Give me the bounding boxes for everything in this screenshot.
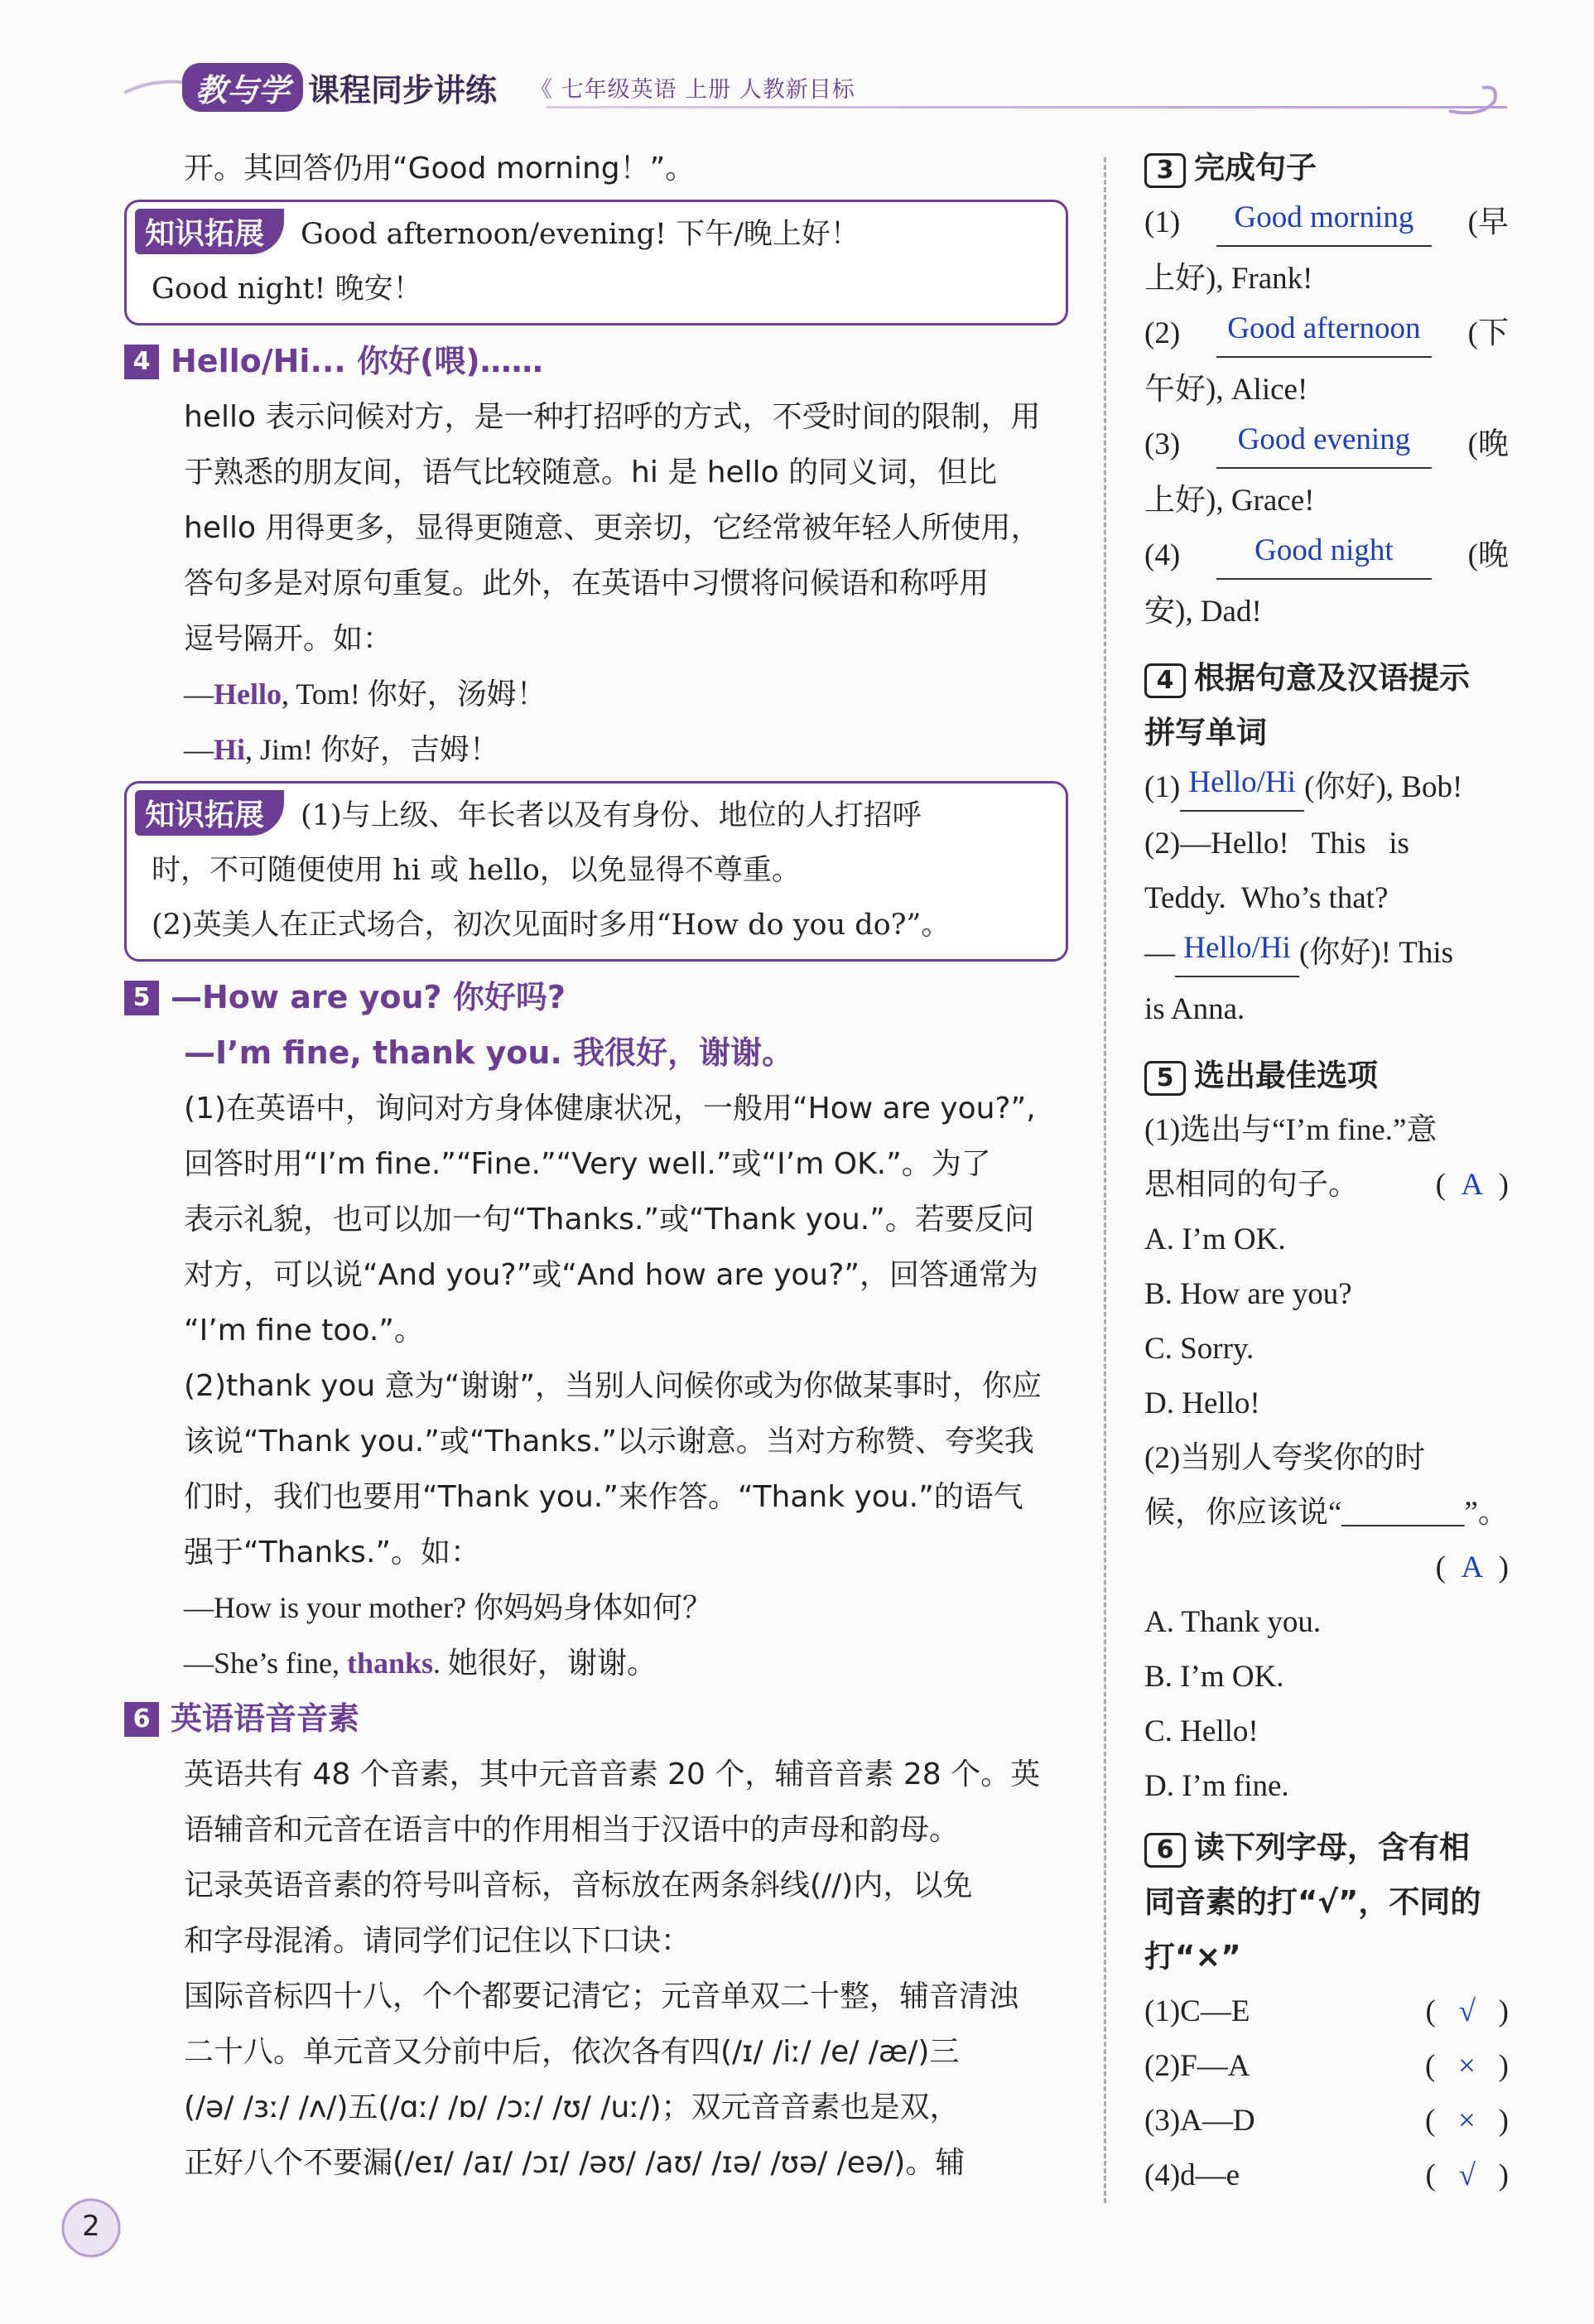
exercise-6-heading <box>1144 1820 1509 1875</box>
example-rest: , Jim! 你好，吉姆！ <box>245 733 500 766</box>
answer-paren: ( × ) <box>1424 2049 1509 2083</box>
exercise-3-heading <box>1144 141 1509 195</box>
paragraph-line: 记录英语音素的符号叫音标，音标放在两条斜线(//)内，以免 <box>184 1868 973 1902</box>
answer-blank: Good night <box>1216 523 1432 580</box>
exercise-title-cont: 同音素的打“√”，不同的 <box>1144 1884 1481 1920</box>
option: C. Sorry. <box>1144 1332 1254 1366</box>
box1-line1: Good afternoon/evening! 下午/晚上好！ <box>301 218 860 251</box>
item-label: (4) <box>1144 538 1181 572</box>
q6-item <box>1144 2148 1509 2203</box>
option: A. I’m OK. <box>1144 1222 1286 1256</box>
q5-stem-2-line-2: 候，你应该说“________”。 <box>1144 1496 1509 1530</box>
option: B. I’m OK. <box>1144 1660 1284 1694</box>
exercise-title: 完成句子 <box>1194 150 1317 186</box>
box2-line3: (2)英美人在正式场合，初次见面时多用“How do you do?”。 <box>152 909 951 942</box>
answer-mark: √ <box>1458 1994 1476 2028</box>
answer-mark: × <box>1458 2049 1476 2083</box>
item-label: (1) <box>1144 770 1181 804</box>
section-6-body <box>124 1747 1068 2191</box>
item-hint: (晚 <box>1467 427 1509 461</box>
item-label: (1) <box>1144 205 1181 239</box>
q4-line-3: Teddy. Who’s that? <box>1144 881 1389 915</box>
answer-blank: Good evening <box>1216 412 1432 469</box>
answer-blank: Good afternoon <box>1216 301 1432 358</box>
page-header <box>124 60 1499 109</box>
section-title: 英语语音音素 <box>171 1700 360 1737</box>
section-5-body <box>124 1081 1068 1580</box>
paragraph-line: 国际音标四十八，个个都要记清它；元音单双二十整，辅音清浊 <box>184 1979 1019 2013</box>
item-hint: (晚 <box>1467 538 1509 572</box>
answer-mark: √ <box>1458 2158 1476 2192</box>
section-4-body <box>124 389 1068 667</box>
paragraph-line: 语辅音和元音在语言中的作用相当于汉语中的声母和韵母。 <box>184 1813 960 1847</box>
brand-logo: 教与学 <box>182 63 303 112</box>
q4-line-2: (2)—Hello! This is <box>1144 827 1409 861</box>
item-label: (1)C—E <box>1144 1994 1250 2028</box>
section-5-subheading: —I’m fine, thank you. 我很好，谢谢。 <box>184 1034 794 1071</box>
paragraph-line: 该说“Thank you.”或“Thanks.”以示谢意。当对方称赞、夸奖我 <box>184 1425 1034 1459</box>
example-line <box>124 667 1068 722</box>
paragraph-line: 于熟悉的朋友间，语气比较随意。hi 是 hello 的同义词，但比 <box>184 456 998 489</box>
option: B. How are you? <box>1144 1277 1352 1311</box>
paragraph-line: 英语共有 48 个音素，其中元音音素 20 个，辅音音素 28 个。英 <box>184 1757 1041 1791</box>
paragraph-line: hello 表示问候对方，是一种打招呼的方式，不受时间的限制，用 <box>184 400 1041 434</box>
dash: — <box>1144 936 1175 970</box>
item-label: (2)F—A <box>1144 2049 1250 2083</box>
paragraph-line: 二十八。单元音又分前中后，依次各有四(/ɪ/ /iː/ /e/ /æ/)三 <box>184 2035 960 2069</box>
paragraph-line: 表示礼貌，也可以加一句“Thanks.”或“Thank you.”。若要反问 <box>184 1203 1034 1237</box>
q3-item-4 <box>1144 528 1509 585</box>
exercise-number: 4 <box>1144 663 1186 698</box>
q3-item-1-cont: 上好), Frank! <box>1144 262 1313 296</box>
answer-paren: ( A ) <box>1435 1168 1509 1202</box>
answer-blank: Hello/Hi <box>1175 921 1299 977</box>
q5-stem-1-line-1: (1)选出与“I’m fine.”意 <box>1144 1113 1437 1147</box>
keyword: thanks <box>346 1647 434 1680</box>
paragraph-line: hello 用得更多，显得更随意、更亲切，它经常被年轻人所使用， <box>184 511 1041 545</box>
q6-item <box>1144 2039 1509 2094</box>
exercise-title: 选出最佳选项 <box>1194 1058 1378 1093</box>
q4-line-1 <box>1144 760 1509 817</box>
paragraph-line: 逗号隔开。如： <box>184 622 393 656</box>
right-column <box>1144 141 1509 2203</box>
paragraph-line: 强于“Thanks.”。如： <box>184 1536 481 1569</box>
example-line <box>124 1636 1068 1691</box>
option: A. Thank you. <box>1144 1605 1322 1639</box>
knowledge-tag: 知识拓展 <box>135 790 284 836</box>
example-pre: —She’s fine, <box>184 1647 347 1680</box>
q5-stem-1-line-2 <box>1144 1158 1509 1213</box>
q4-line-4 <box>1144 926 1509 982</box>
dash: — <box>184 733 214 766</box>
example-rest: . 她很好，谢谢。 <box>433 1647 657 1680</box>
example-line: —How is your mother? 你妈妈身体如何？ <box>184 1591 712 1624</box>
q4-line-5: is Anna. <box>1144 992 1245 1026</box>
section-5-heading <box>124 970 1068 1025</box>
paragraph-line: (/ə/ /ɜː/ /ʌ/)五(/ɑː/ /ɒ/ /ɔː/ /ʊ/ /uː/)；双元音音素也是双， <box>184 2090 960 2124</box>
paragraph-line: “I’m fine too.”。 <box>184 1314 424 1348</box>
section-4-heading <box>124 334 1068 389</box>
paragraph-line: (2)thank you 意为“谢谢”，当别人问候你或为你做某事时，你应 <box>184 1369 1042 1403</box>
section-title: Hello/Hi... 你好(喂)…… <box>171 343 543 379</box>
q3-item-2-cont: 午好), Alice! <box>1144 373 1308 407</box>
q6-item <box>1144 2094 1509 2148</box>
answer-blank: Hello/Hi <box>1180 755 1304 812</box>
page-number: 2 <box>82 2210 100 2243</box>
q5-stem-2-line-1: (2)当别人夸奖你的时 <box>1144 1441 1426 1475</box>
q3-item-1 <box>1144 195 1509 252</box>
option: D. Hello! <box>1144 1386 1260 1420</box>
section-number: 4 <box>124 345 159 379</box>
exercise-title-cont: 拼写单词 <box>1144 715 1267 750</box>
section-title: —How are you? 你好吗? <box>171 979 566 1015</box>
book-title: 课程同步讲练 <box>308 72 498 108</box>
q3-item-2 <box>1144 306 1509 363</box>
section-6-heading <box>124 1691 1068 1747</box>
paragraph-line: 正好八个不要漏(/eɪ/ /aɪ/ /ɔɪ/ /əʊ/ /aʊ/ /ɪə/ /ʊə/ /eə/)。辅 <box>184 2146 966 2180</box>
dash: — <box>184 677 214 711</box>
page-number-badge <box>58 2195 124 2261</box>
paragraph-line: 答句多是对原句重复。此外，在英语中习惯将问候语和称呼用 <box>184 567 990 600</box>
paragraph-line: (1)在英语中，询问对方身体健康状况，一般用“How are you?”, <box>184 1092 1036 1126</box>
exercise-title: 读下列字母，含有相 <box>1194 1830 1470 1865</box>
knowledge-box-2 <box>124 781 1068 962</box>
paragraph-line: 回答时用“I’m fine.”“Fine.”“Very well.”或“I’m OK.”。为了 <box>184 1147 991 1181</box>
header-divider <box>547 106 1507 108</box>
exercise-number: 3 <box>1144 153 1186 188</box>
q6-item <box>1144 1984 1509 2039</box>
answer-choice: A <box>1461 1168 1484 1202</box>
box2-line2: 时，不可随便使用 hi 或 hello，以免显得不尊重。 <box>152 854 801 887</box>
option: D. I’m fine. <box>1144 1769 1289 1803</box>
item-rest: (你好)! This <box>1299 936 1453 970</box>
stem-text: 思相同的句子。 <box>1144 1168 1359 1202</box>
exercise-title: 根据句意及汉语提示 <box>1194 660 1470 696</box>
q3-item-4-cont: 安), Dad! <box>1144 595 1262 629</box>
exercise-number: 6 <box>1144 1833 1186 1868</box>
box1-line2: Good night! 晚安！ <box>152 272 422 306</box>
left-column <box>124 141 1068 2191</box>
item-label: (3) <box>1144 427 1181 461</box>
paragraph-line: 们时，我们也要用“Thank you.”来作答。“Thank you.”的语气 <box>184 1480 1023 1514</box>
item-label: (2) <box>1144 316 1181 350</box>
answer-blank: Good morning <box>1216 190 1432 247</box>
item-hint: (下 <box>1467 316 1509 350</box>
intro-text: 开。其回答仍用“Good morning！”。 <box>184 152 696 186</box>
answer-choice: A <box>1461 1550 1484 1584</box>
paragraph-line: 和字母混淆。请同学们记住以下口诀： <box>184 1924 691 1958</box>
item-label: (3)A—D <box>1144 2104 1255 2138</box>
answer-paren: ( √ ) <box>1425 1994 1509 2028</box>
knowledge-box-1 <box>124 200 1068 325</box>
item-hint: (早 <box>1467 205 1509 239</box>
q3-item-3 <box>1144 417 1509 474</box>
knowledge-tag: 知识拓展 <box>135 209 284 254</box>
answer-mark: × <box>1458 2104 1476 2138</box>
exercise-title-cont: 打“×” <box>1144 1939 1241 1974</box>
item-rest: (你好), Bob! <box>1304 770 1463 804</box>
example-rest: , Tom! 你好，汤姆！ <box>281 677 547 711</box>
answer-paren: ( √ ) <box>1425 2158 1509 2192</box>
item-label: (4)d—e <box>1144 2158 1240 2192</box>
q3-item-3-cont: 上好), Grace! <box>1144 484 1315 518</box>
answer-paren: ( A ) <box>1435 1550 1509 1584</box>
column-divider <box>1104 157 1106 2203</box>
exercise-5-heading <box>1144 1049 1509 1103</box>
book-subtitle: 《 七年级英语 上册 人教新目标 <box>530 77 855 103</box>
example-line <box>124 722 1068 778</box>
section-number: 5 <box>124 981 159 1015</box>
keyword: Hello <box>214 677 282 711</box>
answer-paren: ( × ) <box>1424 2104 1509 2138</box>
exercise-4-heading <box>1144 651 1509 706</box>
box2-line1: (1)与上级、年长者以及有身份、地位的人打招呼 <box>301 799 922 832</box>
section-number: 6 <box>124 1702 159 1737</box>
keyword: Hi <box>214 733 246 766</box>
option: C. Hello! <box>1144 1714 1259 1748</box>
paragraph-line: 对方，可以说“And you?”或“And how are you?”，回答通常为 <box>184 1258 1038 1292</box>
exercise-number: 5 <box>1144 1061 1186 1096</box>
